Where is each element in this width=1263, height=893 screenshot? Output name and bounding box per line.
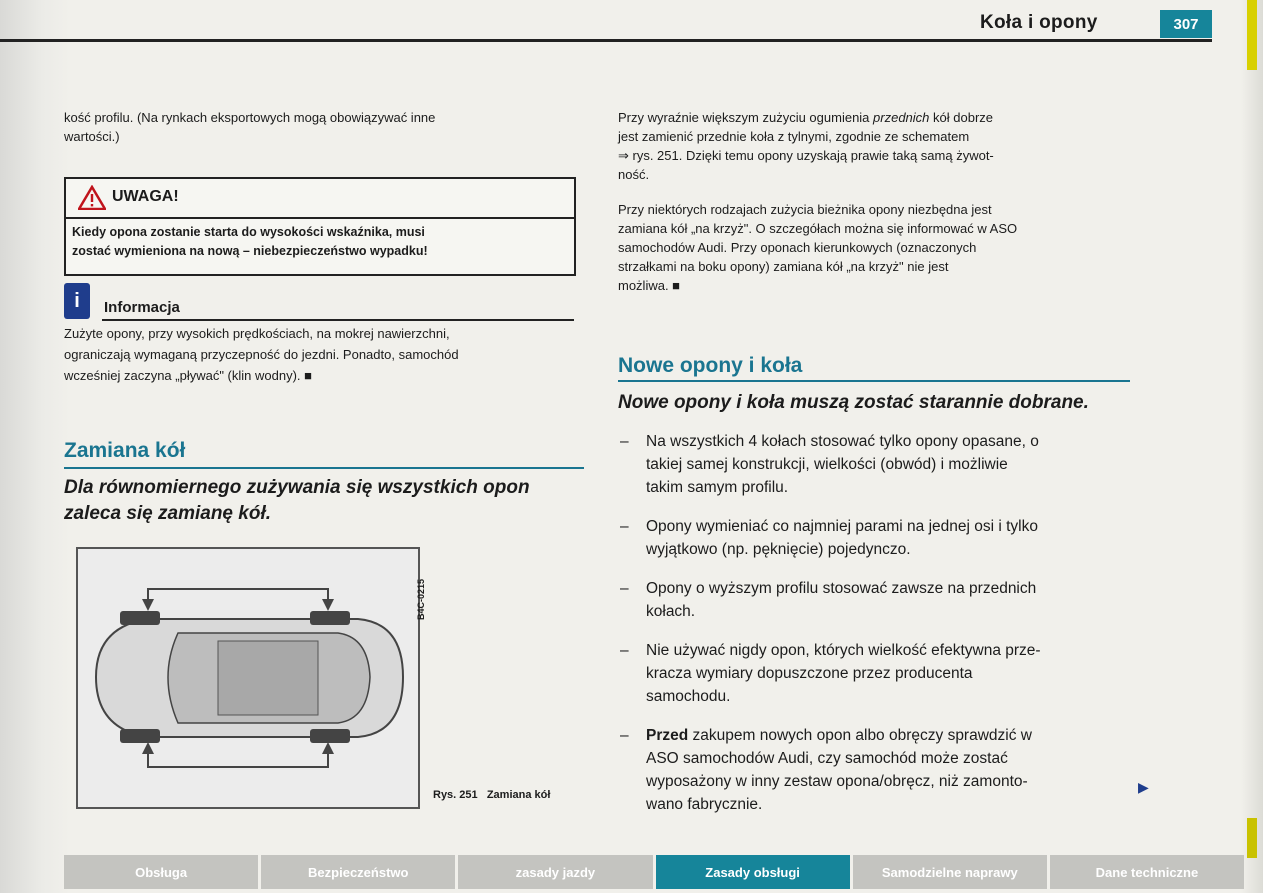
running-header-title: Koła i opony	[980, 12, 1098, 33]
text-line: wartości.)	[64, 129, 120, 144]
next-page-arrow-icon: ▶	[1138, 779, 1149, 795]
nav-tab-operation[interactable]: Obsługa	[64, 855, 258, 889]
warning-triangle-icon	[78, 185, 106, 210]
text-line: ograniczają wymaganą przyczepność do jezdni. Ponadto, samochód	[64, 347, 459, 362]
text-line: Przy niektórych rodzajach zużycia bieżnika opony niezbędna jest	[618, 202, 992, 217]
nav-tab-safety[interactable]: Bezpieczeństwo	[261, 855, 455, 889]
text-line: ność.	[618, 167, 650, 182]
section-rule	[64, 467, 584, 469]
text-line: kość profilu. (Na rynkach eksportowych mogą obowiązywać inne	[64, 110, 436, 125]
thumb-tab-marker-bottom	[1247, 818, 1257, 858]
warning-body	[72, 223, 568, 261]
book-binding-shadow	[0, 0, 70, 893]
figure-caption	[433, 789, 550, 801]
info-rule	[102, 319, 574, 321]
paragraph-front-wear	[618, 108, 1133, 184]
nav-tab-technical-data[interactable]: Dane techniczne	[1050, 855, 1244, 889]
list-item: – Nie używać nigdy opon, których wielkość efektywna prze- kracza wymiary dopuszczone przez producenta samochodu.	[620, 642, 1041, 705]
text-line: samochodów Audi. Przy oponach kierunkowych (oznaczonych	[618, 240, 977, 255]
text-line: zostać wymieniona na nową – niebezpieczeństwo wypadku!	[72, 244, 428, 258]
info-title: Informacja	[104, 299, 180, 316]
list-item: – Przed zakupem nowych opon albo obręczy sprawdzić w ASO samochodów Audi, czy samochód może zostać wyposażony w inny zestaw opona/obręcz, niż zamonto- wano fabrycznie.	[620, 727, 1032, 813]
text-line: wcześniej zaczyna „pływać" (klin wodny). ■	[64, 368, 312, 383]
info-body	[64, 323, 574, 386]
text-line: Kiedy opona zostanie starta do wysokości wskaźnika, musi	[72, 225, 425, 239]
section-lead	[64, 475, 584, 527]
continuation-paragraph	[64, 108, 584, 146]
info-icon: i	[64, 283, 90, 319]
nav-tab-self-help[interactable]: Samodzielne naprawy	[853, 855, 1047, 889]
nav-tab-maintenance[interactable]: Zasady obsługi	[656, 855, 850, 889]
section-rule	[618, 380, 1130, 382]
text-line: strzałkami na boku opony) zamiana kół „na krzyż" nie jest	[618, 259, 949, 274]
text-line: Przy wyraźnie większym zużyciu ogumienia przednich kół dobrze	[618, 110, 993, 125]
wheel-rotation-figure	[76, 547, 426, 809]
page-number: 307	[1160, 10, 1212, 38]
text-line: zamiana kół „na krzyż". O szczegółach można się informować w ASO	[618, 221, 1018, 236]
header-rule	[0, 39, 1212, 42]
caption-text: Zamiana kół	[486, 789, 551, 801]
thumb-tab-marker	[1247, 0, 1257, 70]
emphasis: przednich	[873, 110, 930, 125]
warning-box	[64, 177, 576, 276]
nav-tab-driving[interactable]: zasady jazdy	[458, 855, 652, 889]
paragraph-cross-rotation	[618, 200, 1133, 295]
bullet-list	[620, 430, 1132, 832]
list-item: – Opony wymieniać co najmniej parami na jednej osi i tylko wyjątkowo (np. pęknięcie) pojedynczo.	[620, 518, 1038, 558]
section-heading-wheel-rotation: Zamiana kół	[64, 439, 186, 462]
text-line: jest zamienić przednie koła z tylnymi, zgodnie ze schematem	[618, 129, 970, 144]
text-line: Dla równomiernego zużywania się wszystkich opon	[64, 477, 530, 498]
warning-header	[66, 179, 574, 219]
text-line: możliwa. ■	[618, 278, 681, 293]
bold-word: Przed	[646, 727, 689, 744]
car-top-view-diagram	[78, 549, 418, 807]
info-header	[64, 283, 574, 323]
text-line: ⇒ rys. 251. Dzięki temu opony uzyskają prawie taką samą żywot-	[618, 148, 994, 163]
caption-label: Rys. 251	[433, 789, 478, 801]
chapter-nav	[64, 855, 1244, 889]
section-lead: Nowe opony i koła muszą zostać starannie dobrane.	[618, 392, 1089, 413]
figure-code: B4C-0215	[416, 579, 426, 621]
page-edge	[1241, 0, 1263, 893]
list-item: – Opony o wyższym profilu stosować zawsze na przednich kołach.	[620, 580, 1037, 620]
warning-title: UWAGA!	[112, 188, 179, 205]
text-line: zaleca się zamianę kół.	[64, 503, 272, 524]
text-line: Zużyte opony, przy wysokich prędkościach, na mokrej nawierzchni,	[64, 326, 450, 341]
list-item: – Na wszystkich 4 kołach stosować tylko opony opasane, o takiej samej konstrukcji, wielkości (obwód) i możliwie takim samym profilu.	[620, 433, 1039, 496]
section-heading-new-tires: Nowe opony i koła	[618, 354, 803, 377]
